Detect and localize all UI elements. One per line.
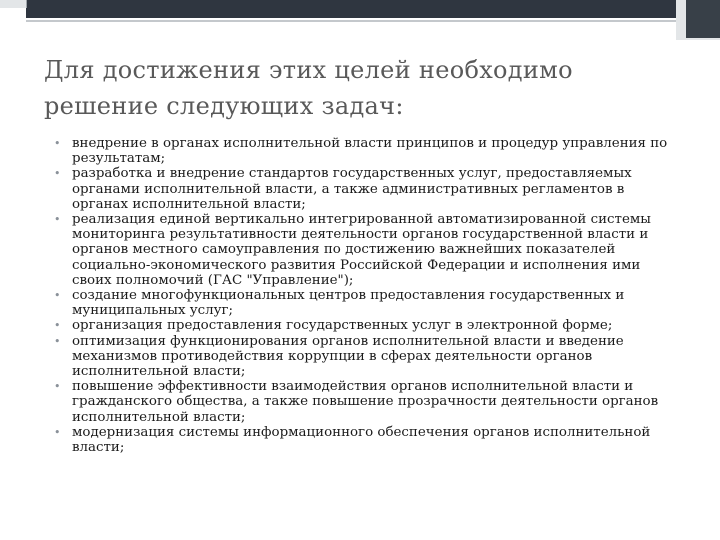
list-item: [52, 425, 672, 455]
header-corner-block: [0, 0, 26, 8]
bullet-icon: •: [54, 213, 61, 227]
list-item-text: реализация единой вертикально интегрированной автоматизированной системы мониторинга результативности деятельности органов государственной власти и органов местного самоуправления по достижению важнейших показателей социально-экономического развития Российской Федерации и исполнения ими своих полномочий (ГАС "Управление");: [72, 212, 651, 288]
bullet-icon: •: [54, 137, 61, 150]
task-list: [52, 136, 672, 455]
bullet-icon: •: [54, 380, 61, 394]
slide-title-line-2: решение следующих задач:: [44, 92, 404, 120]
slide-title-line-1: Для достижения этих целей необходимо: [44, 56, 573, 84]
list-item-text: организация предоставления государственных услуг в электронной форме;: [72, 318, 613, 334]
list-item-text: внедрение в органах исполнительной власти принципов и процедур управления по результатам;: [72, 136, 668, 167]
bullet-icon: •: [54, 167, 61, 181]
list-item-text: разработка и внедрение стандартов государственных услуг, предоставляемых органами исполнительной власти, а также административных регламентов в органах исполнительной власти;: [72, 166, 632, 212]
list-item-text: модернизация системы информационного обеспечения органов исполнительной власти;: [72, 424, 651, 456]
list-item-text: создание многофункциональных центров предоставления государственных и муниципальных услуг;: [72, 288, 625, 319]
bullet-icon: •: [54, 425, 61, 439]
list-item: [52, 318, 672, 333]
bullet-icon: •: [54, 289, 61, 303]
list-item: [52, 288, 672, 318]
list-item: [52, 212, 672, 288]
header-dark-band: [26, 0, 720, 18]
bullet-icon: •: [54, 319, 61, 333]
header-divider-line: [26, 20, 720, 22]
list-item: [52, 136, 672, 166]
slide-title: [44, 52, 684, 124]
header-right-tab-dark: [686, 0, 720, 38]
header-side-line: [26, 0, 27, 8]
list-item: [52, 379, 672, 425]
list-item-text: повышение эффективности взаимодействия органов исполнительной власти и гражданского общества, а также повышение прозрачности деятельности органов исполнительной власти;: [72, 379, 659, 425]
header-decoration: [0, 0, 720, 40]
list-item-text: оптимизация функционирования органов исполнительной власти и введение механизмов противодействия коррупции в сферах деятельности органов исполнительной власти;: [72, 333, 624, 380]
list-item: [52, 166, 672, 212]
list-item: [52, 334, 672, 380]
bullet-icon: •: [54, 334, 61, 348]
